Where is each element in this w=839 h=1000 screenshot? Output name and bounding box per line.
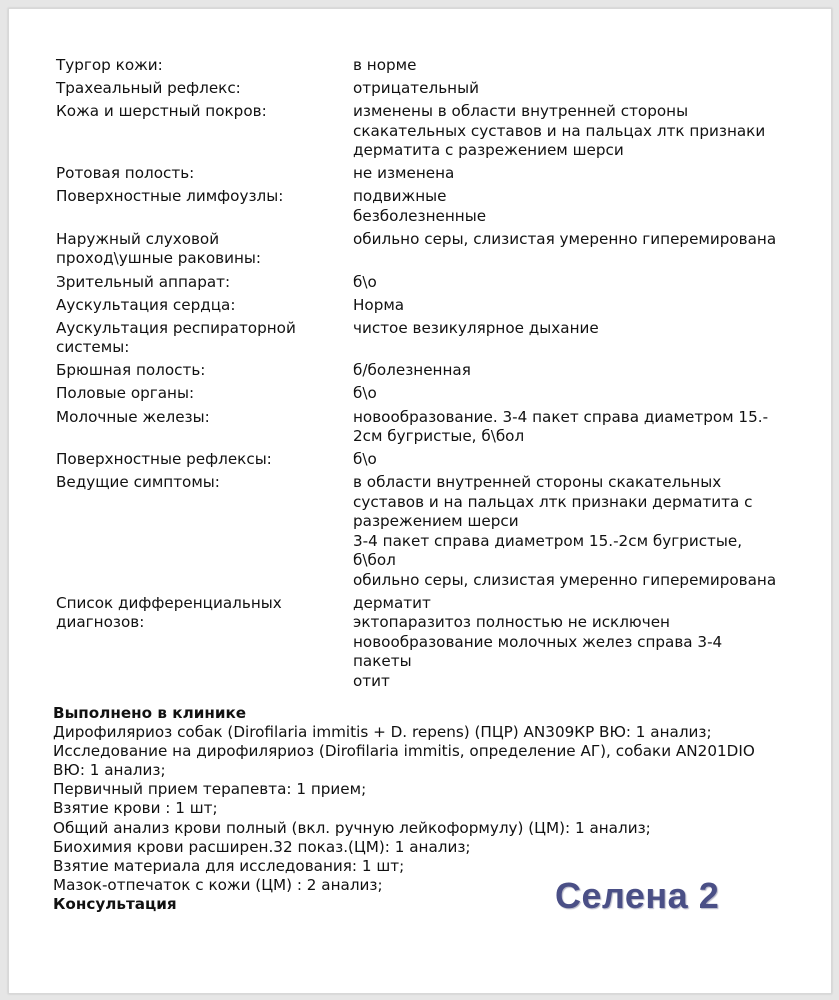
- exam-value-line: безболезненные: [353, 206, 487, 225]
- section-heading: Консультация: [53, 894, 177, 913]
- service-line: Мазок-отпечаток с кожи (ЦМ) : 2 анализ;: [53, 875, 383, 894]
- exam-value: [353, 361, 816, 381]
- exam-value: [353, 408, 816, 447]
- exam-label: Трахеальный рефлекс:: [56, 79, 241, 98]
- exam-value: [353, 296, 816, 316]
- exam-row: [56, 102, 816, 161]
- exam-value-line: б\о: [353, 272, 377, 291]
- exam-value: [353, 473, 816, 590]
- exam-value-line: в области внутренней стороны скакательных: [353, 473, 722, 492]
- exam-value: [353, 102, 816, 161]
- exam-row: [56, 384, 816, 404]
- exam-label: Брюшная полость:: [56, 361, 206, 380]
- exam-value: [353, 273, 816, 293]
- exam-value-line: пакеты: [353, 652, 412, 671]
- exam-value: [353, 164, 816, 184]
- exam-value: [353, 187, 816, 226]
- exam-value-line: обильно серы, слизистая умеренно гиперемирована: [353, 570, 777, 589]
- exam-label: Молочные железы:: [56, 407, 210, 426]
- exam-value-line: Норма: [353, 295, 405, 314]
- exam-row: [56, 187, 816, 226]
- exam-row: [56, 273, 816, 293]
- section-heading: Выполнено в клинике: [53, 704, 247, 722]
- exam-label: Наружный слуховой проход\ушные раковины:: [56, 229, 262, 268]
- patient-name-annotation: Селена 2: [555, 875, 720, 916]
- exam-row: [56, 319, 816, 358]
- exam-label: Тургор кожи:: [56, 56, 163, 74]
- exam-value-line: б\о: [353, 450, 377, 469]
- exam-label: Аускультация сердца:: [56, 295, 236, 314]
- exam-value-line: изменены в области внутренней стороны: [353, 102, 689, 121]
- exam-value: [353, 384, 816, 404]
- exam-row: [56, 361, 816, 381]
- exam-label: Кожа и шерстный покров:: [56, 102, 267, 121]
- exam-label: Зрительный аппарат:: [56, 272, 231, 291]
- service-line: Дирофиляриоз собак (Dirofilaria immitis + D. repens) (ПЦР) AN309КР ВЮ: 1 анализ;: [53, 723, 712, 742]
- document-page: [8, 8, 832, 994]
- exam-row: [56, 164, 816, 184]
- exam-value-line: отрицательный: [353, 79, 479, 98]
- exam-value: [353, 319, 816, 358]
- exam-value-line: разрежением шерси: [353, 512, 519, 531]
- exam-row: [56, 230, 816, 269]
- exam-value: [353, 79, 816, 99]
- exam-label: Аускультация респираторной системы:: [56, 318, 296, 357]
- exam-value-line: дерматита с разрежением шерси: [353, 141, 624, 160]
- exam-value-line: подвижные: [353, 187, 447, 206]
- exam-value-line: эктопаразитоз полностью не исключен: [353, 613, 670, 632]
- exam-label: Ведущие симптомы:: [56, 473, 220, 492]
- exam-value: [353, 594, 816, 692]
- exam-row: [56, 79, 816, 99]
- service-line: ВЮ: 1 анализ;: [53, 761, 166, 780]
- exam-value-line: обильно серы, слизистая умеренно гиперемирована: [353, 229, 777, 248]
- exam-value-line: новообразование. 3-4 пакет справа диаметром 15.-: [353, 407, 769, 426]
- exam-value-line: 2см бугристые, б\бол: [353, 427, 525, 446]
- exam-label: Поверхностные рефлексы:: [56, 450, 272, 469]
- service-line: Взятие крови : 1 шт;: [53, 799, 218, 818]
- exam-row: [56, 408, 816, 447]
- exam-value-line: не изменена: [353, 164, 455, 183]
- exam-value-line: в норме: [353, 56, 417, 74]
- exam-value-line: чистое везикулярное дыхание: [353, 318, 599, 337]
- exam-row: [56, 450, 816, 470]
- exam-value-line: 3-4 пакет справа диаметром 15.-2см бугристые,: [353, 531, 743, 550]
- exam-value: [353, 230, 816, 269]
- exam-value-line: б/болезненная: [353, 361, 471, 380]
- service-line: Биохимия крови расширен.32 показ.(ЦМ): 1 анализ;: [53, 837, 471, 856]
- service-line: Исследование на дирофиляриоз (Dirofilaria immitis, определение АГ), собаки AN201DIO: [53, 742, 755, 761]
- exam-label: Список дифференциальных диагнозов:: [56, 593, 282, 632]
- exam-label: Половые органы:: [56, 384, 195, 403]
- exam-value-line: отит: [353, 671, 390, 690]
- exam-value-line: дерматит: [353, 593, 431, 612]
- exam-label: Ротовая полость:: [56, 164, 195, 183]
- exam-row: [56, 296, 816, 316]
- exam-value: [353, 450, 816, 470]
- service-line: Общий анализ крови полный (вкл. ручную лейкоформулу) (ЦМ): 1 анализ;: [53, 818, 651, 837]
- exam-table: [56, 56, 816, 695]
- exam-value-line: б\бол: [353, 551, 396, 570]
- exam-row: [56, 594, 816, 692]
- exam-label: Поверхностные лимфоузлы:: [56, 187, 284, 206]
- exam-value-line: новообразование молочных желез справа 3-4: [353, 632, 723, 651]
- service-line: Первичный прием терапевта: 1 прием;: [53, 780, 367, 799]
- exam-row: [56, 473, 816, 590]
- exam-row: [56, 56, 816, 76]
- exam-value-line: скакательных суставов и на пальцах лтк признаки: [353, 121, 766, 140]
- exam-value: [353, 56, 816, 76]
- service-line: Взятие материала для исследования: 1 шт;: [53, 856, 405, 875]
- exam-value-line: б\о: [353, 384, 377, 403]
- exam-value-line: суставов и на пальцах лтк признаки дерматита с: [353, 492, 753, 511]
